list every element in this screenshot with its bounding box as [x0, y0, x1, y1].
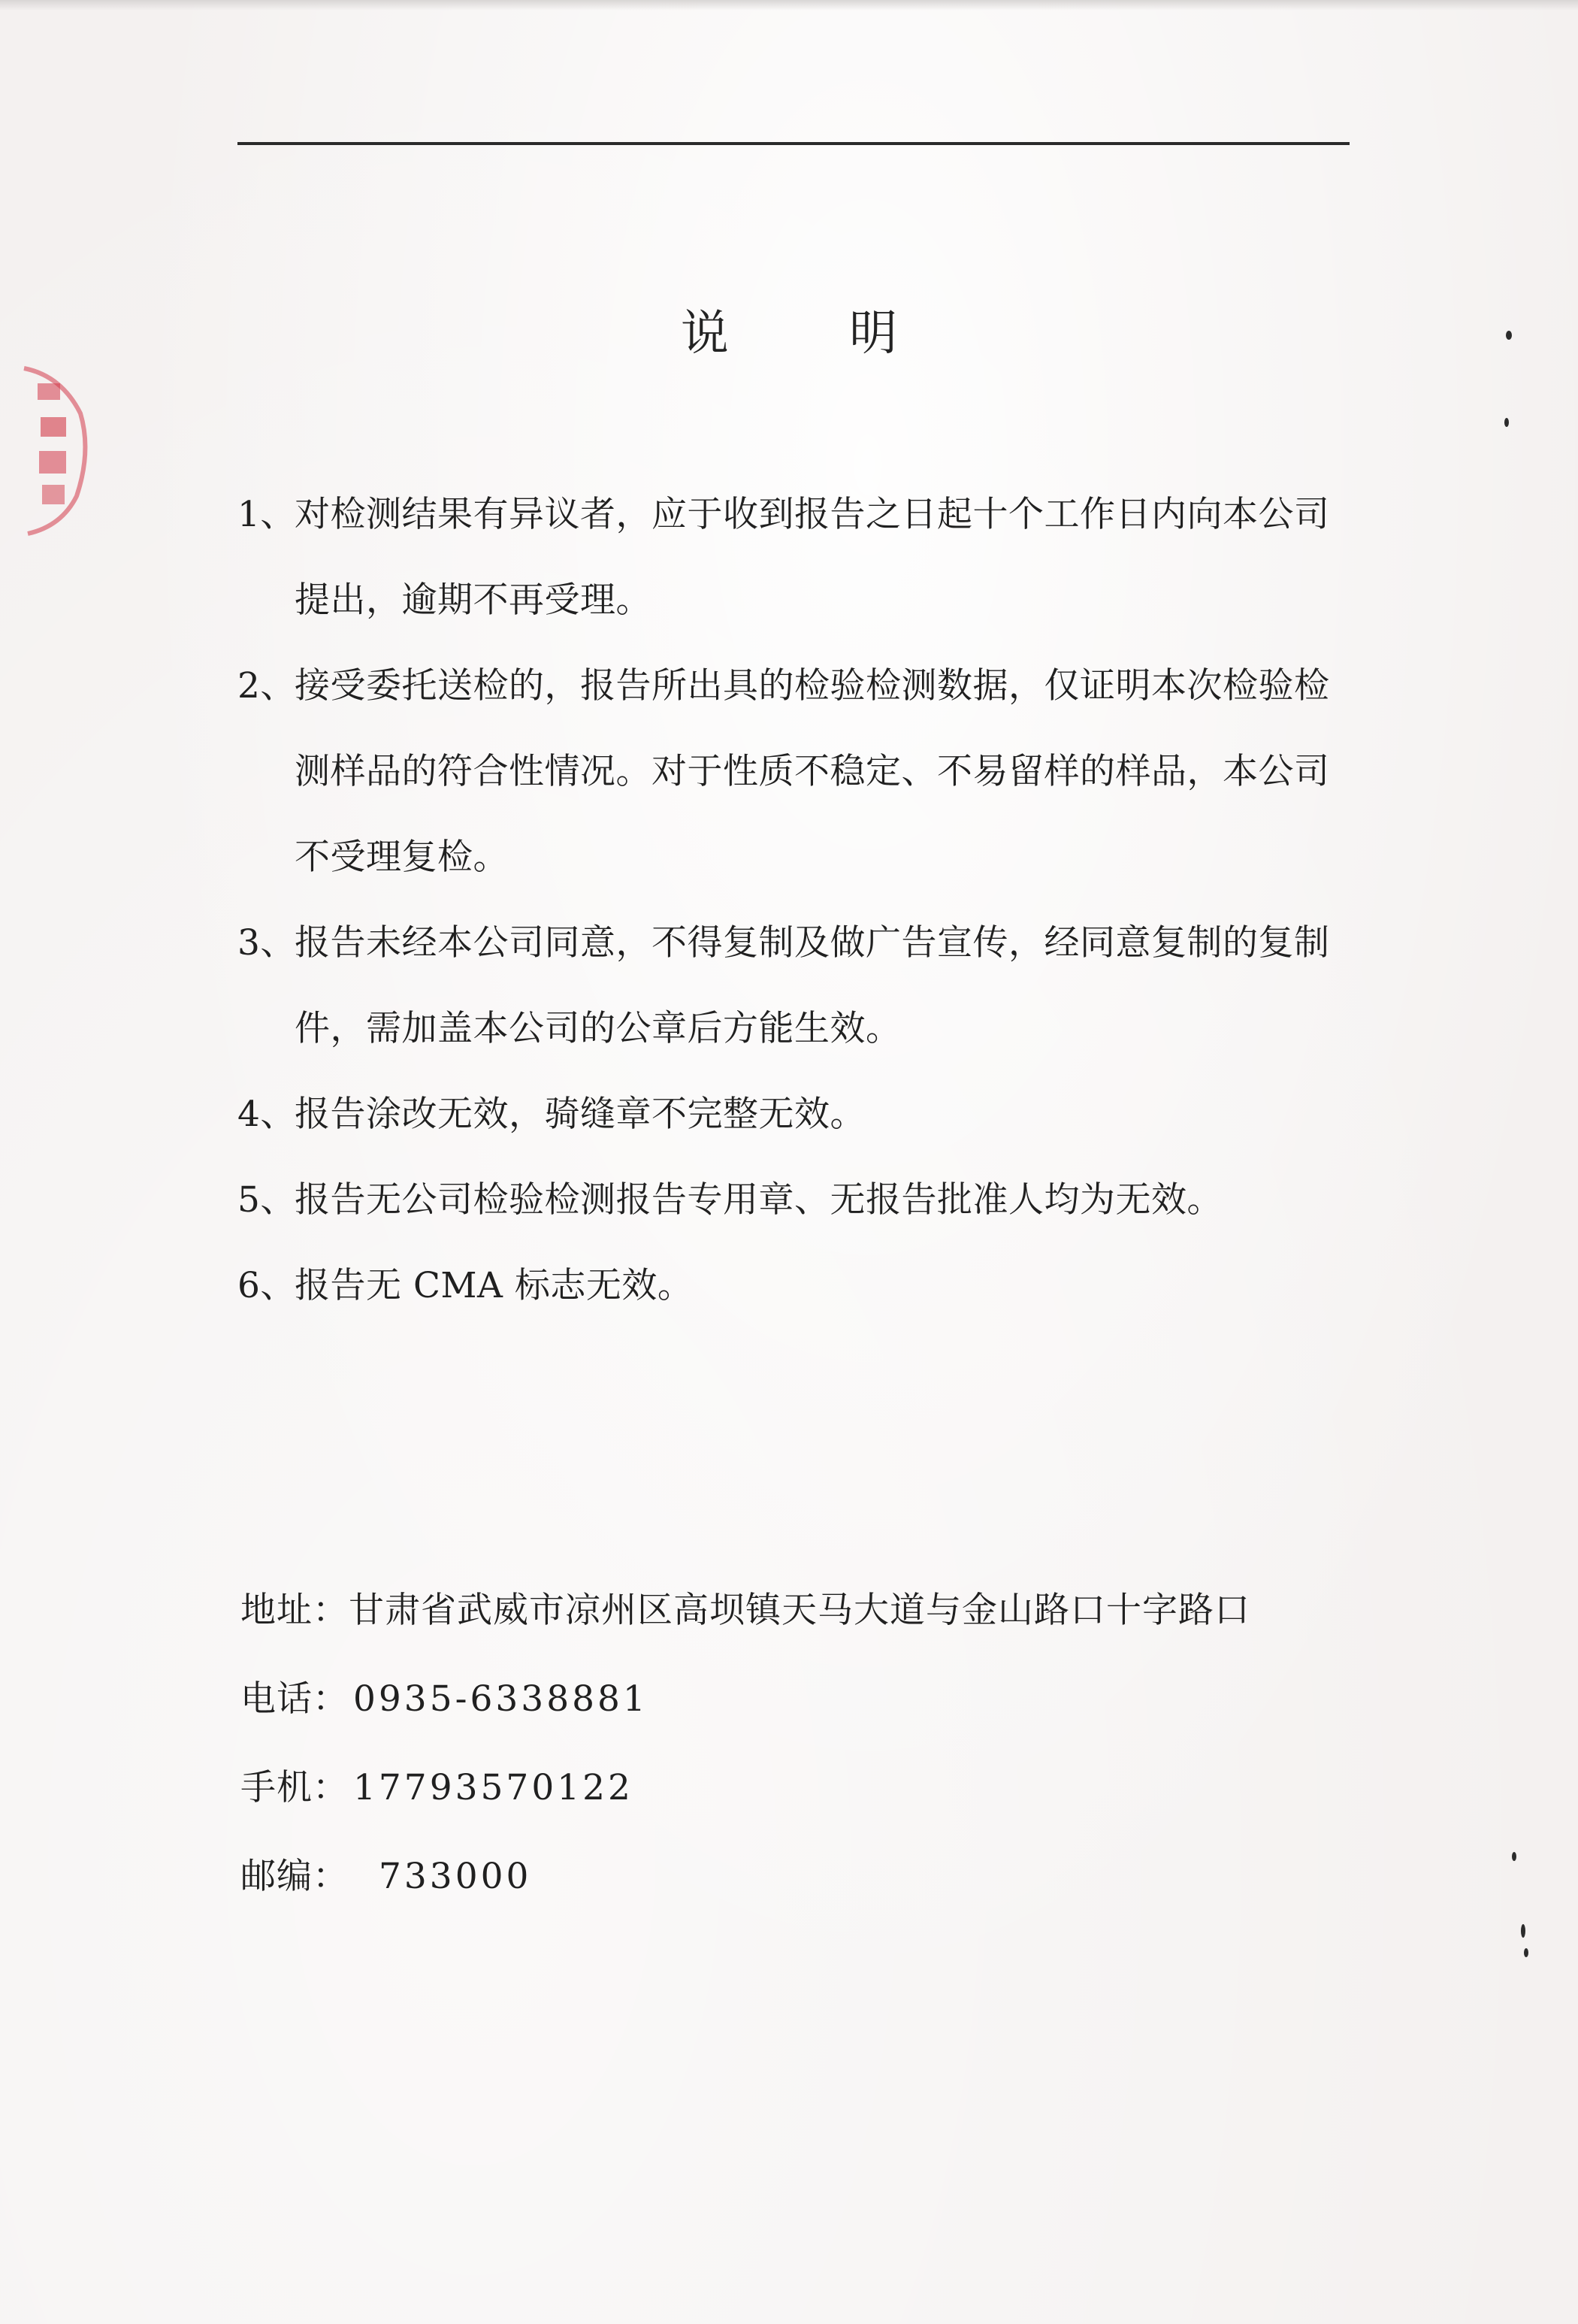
notes-list: [237, 472, 1350, 1329]
note-number: 5、: [237, 1179, 296, 1221]
note-item: [237, 1157, 1350, 1243]
phone-row: [240, 1655, 1368, 1744]
seam-stamp-fragment: [9, 353, 99, 541]
contact-block: [240, 1566, 1368, 1921]
scan-speck: [1521, 1924, 1525, 1938]
note-number: 6、: [237, 1265, 296, 1306]
note-text: 报告无公司检验检测报告专用章、无报告批准人均为无效。: [295, 1179, 1223, 1221]
postcode-row: [240, 1832, 1368, 1921]
scan-speck: [1524, 1948, 1528, 1957]
note-item: [237, 1243, 1350, 1329]
note-item: [237, 643, 1350, 900]
header-rule: [237, 142, 1350, 145]
note-text: 报告未经本公司同意，不得复制及做广告宣传，经同意复制的复制件，需加盖本公司的公章后方能生效。: [295, 922, 1330, 1049]
note-item: [237, 472, 1350, 643]
scan-speck: [1506, 331, 1512, 340]
page-title: 说 明: [680, 306, 951, 362]
note-number: 1、: [237, 494, 296, 535]
note-number: 2、: [237, 665, 296, 707]
postcode-label: 邮编：: [240, 1856, 349, 1897]
note-item: [237, 1072, 1350, 1157]
note-text: 报告涂改无效，骑缝章不完整无效。: [295, 1094, 866, 1135]
scan-edge: [0, 0, 1578, 11]
mobile-row: [240, 1744, 1368, 1832]
note-text: 接受委托送检的，报告所出具的检验检测数据，仅证明本次检验检测样品的符合性情况。对于性质不稳定、不易留样的样品，本公司不受理复检。: [295, 665, 1330, 878]
note-text: 对检测结果有异议者，应于收到报告之日起十个工作日内向本公司提出，逾期不再受理。: [295, 494, 1330, 621]
scan-speck: [1504, 418, 1509, 427]
address-value: 甘肃省武威市凉州区高坝镇天马大道与金山路口十字路口: [349, 1590, 1250, 1631]
scan-speck: [1512, 1852, 1516, 1861]
note-text: 报告无 CMA 标志无效。: [295, 1265, 694, 1306]
phone-label: 电话：: [240, 1678, 349, 1720]
note-number: 4、: [237, 1094, 296, 1135]
postcode-value: 733000: [379, 1856, 532, 1897]
note-item: [237, 900, 1350, 1072]
address-label: 地址：: [240, 1590, 349, 1631]
phone-value: 0935-6338881: [353, 1678, 648, 1720]
note-number: 3、: [237, 922, 296, 964]
mobile-value: 17793570122: [353, 1767, 633, 1808]
mobile-label: 手机：: [240, 1767, 349, 1808]
address-row: [240, 1566, 1368, 1655]
